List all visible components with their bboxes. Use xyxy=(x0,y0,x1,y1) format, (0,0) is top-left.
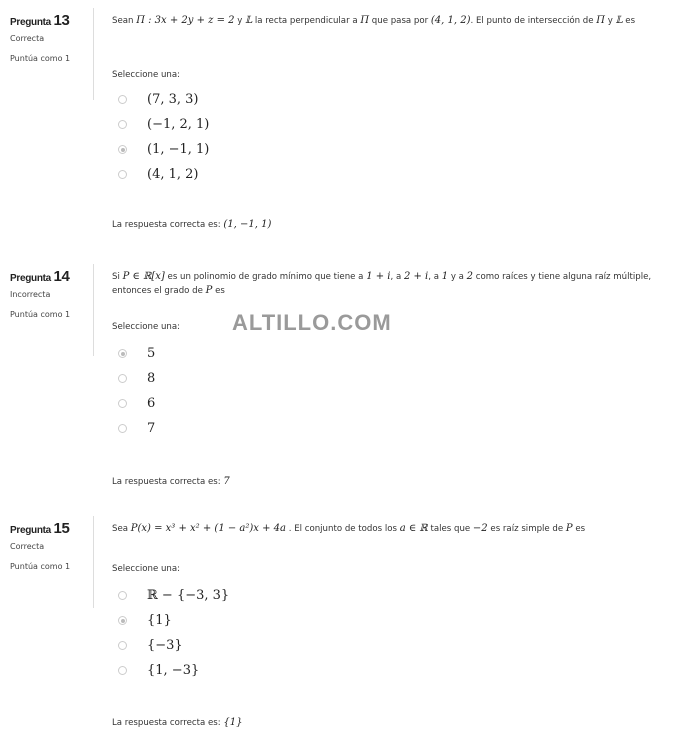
question-grade: Puntúa como 1 xyxy=(10,310,71,319)
options-list xyxy=(112,341,155,441)
text-segment: es xyxy=(212,286,225,296)
option-2[interactable] xyxy=(112,112,209,137)
question-content xyxy=(112,14,672,230)
radio-checked[interactable] xyxy=(118,349,127,358)
text-segment: y xyxy=(604,16,616,26)
select-prompt: Seleccione una: xyxy=(112,564,181,574)
radio-checked[interactable] xyxy=(118,145,127,154)
text-segment: . El punto de intersección de xyxy=(470,16,597,26)
math-expression: 𝕃 xyxy=(245,15,253,26)
radio-unchecked[interactable] xyxy=(118,399,127,408)
text-segment: , a xyxy=(390,272,404,282)
option-label: 7 xyxy=(147,421,156,436)
option-1[interactable] xyxy=(112,87,209,112)
math-expression: 2 + i xyxy=(403,271,429,282)
question-state: Correcta xyxy=(10,34,45,43)
question-info xyxy=(10,520,90,571)
correct-answer-value: 7 xyxy=(223,476,230,487)
option-label: (1, −1, 1) xyxy=(147,142,210,157)
option-label: (7, 3, 3) xyxy=(147,92,199,107)
math-expression: 1 + i xyxy=(366,271,391,282)
text-segment: y xyxy=(234,16,246,26)
math-expression: a ∈ ℝ xyxy=(399,523,428,534)
text-segment: Sean xyxy=(112,16,137,26)
option-4[interactable] xyxy=(112,162,209,187)
question-number xyxy=(10,520,90,537)
question-state: Correcta xyxy=(10,542,45,551)
math-expression: −2 xyxy=(472,523,488,534)
question-number xyxy=(10,268,90,285)
radio-unchecked[interactable] xyxy=(118,641,127,650)
options-list xyxy=(112,583,229,683)
option-2[interactable] xyxy=(112,366,155,391)
radio-checked[interactable] xyxy=(118,616,127,625)
text-segment: como raíces y tiene alguna raíz múltiple, entonces el grado de xyxy=(112,272,652,296)
watermark: ALTILLO.COM xyxy=(232,310,392,335)
correct-answer xyxy=(112,476,230,487)
option-label: 6 xyxy=(147,396,156,411)
option-label: {−3} xyxy=(147,638,183,653)
question-grade: Puntúa como 1 xyxy=(10,562,71,571)
math-expression: 2 xyxy=(466,271,474,282)
correct-answer-prefix: La respuesta correcta es: xyxy=(112,477,224,487)
text-segment: Sea xyxy=(112,524,131,534)
radio-unchecked[interactable] xyxy=(118,120,127,129)
radio-unchecked[interactable] xyxy=(118,424,127,433)
option-1[interactable] xyxy=(112,341,155,366)
option-3[interactable] xyxy=(112,137,209,162)
correct-answer-prefix: La respuesta correcta es: xyxy=(112,718,224,728)
question-text xyxy=(112,14,672,28)
correct-answer xyxy=(112,219,271,230)
text-segment: que pasa por xyxy=(369,16,431,26)
radio-unchecked[interactable] xyxy=(118,666,127,675)
radio-unchecked[interactable] xyxy=(118,374,127,383)
question-number-value: 15 xyxy=(53,520,70,537)
question-number-value: 13 xyxy=(53,12,70,29)
math-expression: Π xyxy=(360,15,370,26)
math-expression: P xyxy=(565,523,573,534)
math-expression: P ∈ ℝ[x] xyxy=(122,271,165,282)
text-segment: . El conjunto de todos los xyxy=(286,524,400,534)
radio-unchecked[interactable] xyxy=(118,95,127,104)
question-number-value: 14 xyxy=(53,268,70,285)
option-4[interactable] xyxy=(112,658,229,683)
text-segment: es xyxy=(572,524,586,534)
math-expression: Π xyxy=(596,15,605,26)
math-expression: P xyxy=(205,285,213,296)
text-segment: tales que xyxy=(427,524,473,534)
select-prompt: Seleccione una: xyxy=(112,322,181,332)
option-4[interactable] xyxy=(112,416,155,441)
question-label: Pregunta xyxy=(10,273,51,284)
correct-answer-value: (1, −1, 1) xyxy=(223,219,272,230)
question-info xyxy=(10,268,90,319)
question-number xyxy=(10,12,90,29)
question-content xyxy=(112,522,672,728)
option-label: (−1, 2, 1) xyxy=(147,117,210,132)
text-segment: y a xyxy=(448,272,467,282)
question-label: Pregunta xyxy=(10,525,51,536)
text-segment: es raíz simple de xyxy=(487,524,566,534)
radio-unchecked[interactable] xyxy=(118,170,127,179)
divider xyxy=(93,264,94,356)
question-grade: Puntúa como 1 xyxy=(10,54,71,63)
correct-answer xyxy=(112,717,243,728)
option-label: {1} xyxy=(147,613,172,628)
math-expression: P(x) = x³ + x² + (1 − a²)x + 4a xyxy=(130,523,286,534)
text-segment: , a xyxy=(428,272,442,282)
question-info xyxy=(10,12,90,63)
text-segment: es xyxy=(622,16,636,26)
divider xyxy=(93,516,94,608)
option-label: (4, 1, 2) xyxy=(147,167,199,182)
text-segment: la recta perpendicular a xyxy=(252,16,361,26)
question-text xyxy=(112,270,672,298)
option-label: 8 xyxy=(147,371,156,386)
question-text xyxy=(112,522,672,536)
option-2[interactable] xyxy=(112,608,229,633)
select-prompt: Seleccione una: xyxy=(112,70,181,80)
divider xyxy=(93,8,94,100)
option-label: ℝ − {−3, 3} xyxy=(147,588,230,603)
math-expression: 1 xyxy=(441,271,449,282)
options-list xyxy=(112,87,209,187)
question-label: Pregunta xyxy=(10,17,51,28)
radio-unchecked[interactable] xyxy=(118,591,127,600)
text-segment: es un polinomio de grado mínimo que tiene a xyxy=(164,272,367,282)
option-3[interactable] xyxy=(112,633,229,658)
math-expression: (4, 1, 2) xyxy=(430,15,471,26)
option-3[interactable] xyxy=(112,391,155,416)
math-expression: 𝕃 xyxy=(615,15,623,26)
correct-answer-prefix: La respuesta correcta es: xyxy=(112,220,224,230)
text-segment: Si xyxy=(112,272,123,282)
option-label: 5 xyxy=(147,346,156,361)
option-1[interactable] xyxy=(112,583,229,608)
option-label: {1, −3} xyxy=(147,663,200,678)
correct-answer-value: {1} xyxy=(223,717,243,728)
question-state: Incorrecta xyxy=(10,290,51,299)
math-expression: Π : 3x + 2y + z = 2 xyxy=(136,15,235,26)
